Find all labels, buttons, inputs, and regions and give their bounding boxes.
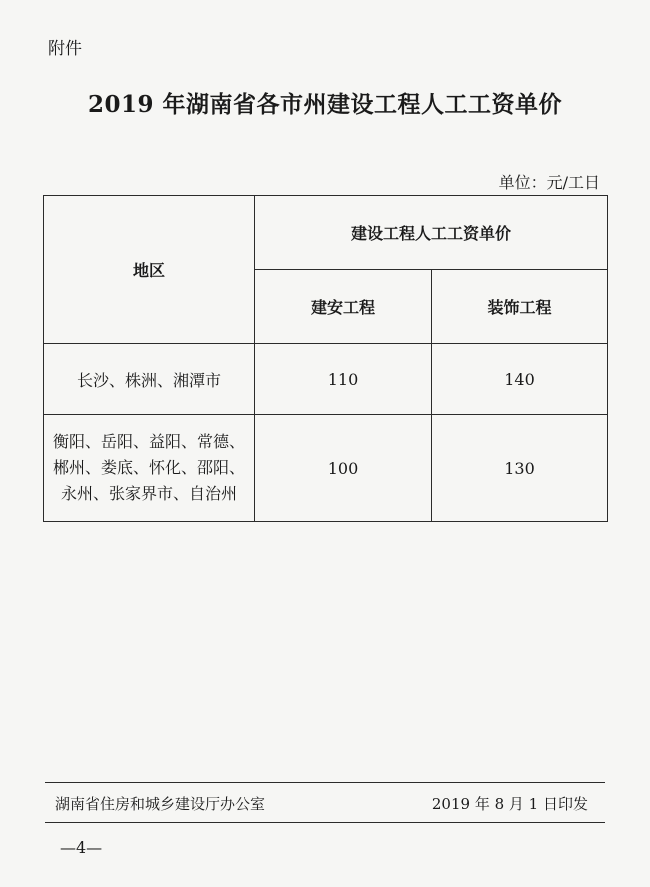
footer-top-rule [45,782,605,783]
region-cell [44,344,255,415]
decoration-value: 140 [432,344,608,415]
wage-group-header: 建设工程人工工资单价 [255,196,608,270]
document-title: 2019 年湖南省各市州建设工程人工工资单价 [87,91,563,118]
decoration-header: 装饰工程 [432,270,608,344]
region-line: 郴州、娄底、怀化、邵阳、 [52,458,245,477]
construction-value: 100 [255,415,432,522]
unit-label: 单位：元/工日 [498,173,600,192]
region-header: 地区 [44,196,255,344]
table-row [44,344,608,415]
region-cell [44,415,255,522]
construction-header: 建安工程 [255,270,432,344]
region-line: 衡阳、岳阳、益阳、常德、 [52,432,245,451]
footer-bottom-rule [45,822,605,823]
table-row [44,415,608,522]
region-line: 永州、张家界市、自治州 [60,484,237,503]
wage-table [43,195,608,522]
decoration-value: 130 [432,415,608,522]
attachment-label: 附件 [48,39,82,59]
issue-date: 2019 年 8 月 1 日印发 [431,795,588,813]
issuing-office: 湖南省住房和城乡建设厅办公室 [55,795,266,813]
page-number: —4— [60,838,103,857]
region-line: 长沙、株洲、湘潭市 [76,370,221,390]
construction-value: 110 [255,344,432,415]
